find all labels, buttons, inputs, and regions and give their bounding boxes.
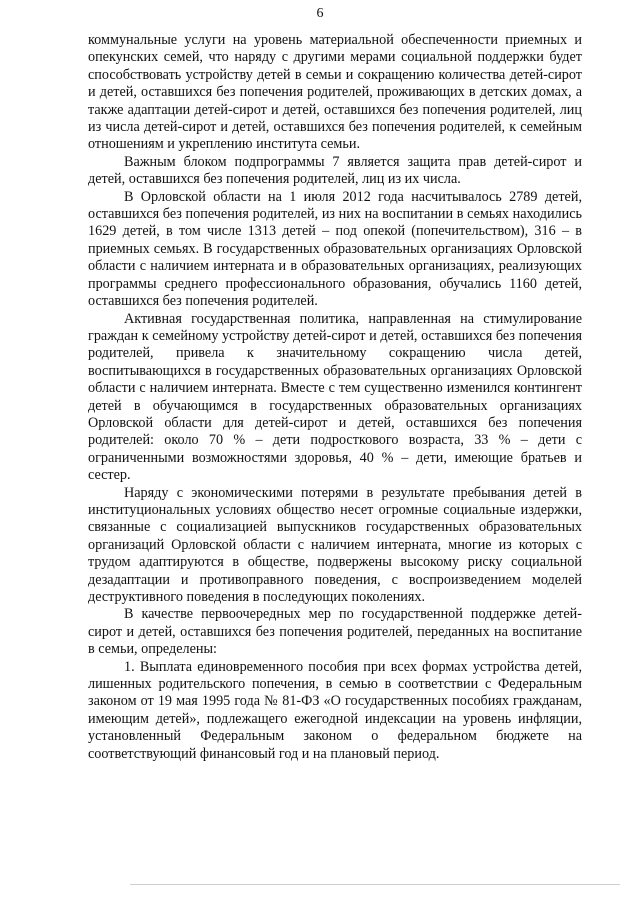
paragraph-statistics-2012: В Орловской области на 1 июля 2012 года насчитывалось 2789 детей, оставшихся без попечения родителей, из них на воспитании в семьях находились 1629 детей, в том числе 1313 детей – под опекой (попечительством), 316 – в приемных семьях. В государственных образовательных организациях Орловской области с наличием интерната и в образовательных организациях, реализующих программы среднего профессионального образования, обучались 1160 детей, оставшихся без попечения родителей. [88, 188, 582, 310]
list-item-1: 1. Выплата единовременного пособия при всех формах устройства детей, лишенных родительского попечения, в семью в соответствии с Федеральным законом от 19 мая 1995 года № 81-ФЗ «О государственных пособиях гражданам, имеющим детей», подлежащего ежегодной индексации на уровень инфляции, установленный Федеральным законом о федеральном бюджете на соответствующий финансовый год и на плановый период. [88, 658, 582, 762]
paragraph-social-costs: Наряду с экономическими потерями в результате пребывания детей в институциональных условиях общество несет огромные социальные издержки, связанные с социализацией выпускников государственных образовательных организаций Орловской области с наличием интерната, многие из которых с трудом адаптируются в обществе, подвержены высокому риску социальной дезадаптации и противоправного поведения, с воспроизведением моделей деструктивного поведения в последующих поколениях. [88, 484, 582, 605]
paragraph-state-policy: Активная государственная политика, направленная на стимулирование граждан к семейному устройству детей-сирот и детей, оставшихся без попечения родителей, привела к значительному сокращению числа детей, воспитывающихся в государственных образовательных организациях Орловской области с наличием интерната. Вместе с тем существенно изменился контингент детей в обучающимся в государственных образовательных организациях Орловской области для детей-сирот и детей, оставшихся без попечения родителей: около 70 % – дети подросткового возраста, 33 % – дети с ограниченными возможностями здоровья, 40 % – дети, имеющие братьев и сестер. [88, 310, 582, 484]
paragraph-continuation: коммунальные услуги на уровень материальной обеспеченности приемных и опекунских семей, что наряду с другими мерами социальной поддержки будет способствовать устройству детей в семьи и сокращению количества детей-сирот и детей, оставшихся без попечения родителей, проживающих в детских домах, а также адаптации детей-сирот и детей, оставшихся без попечения родителей, лиц из числа детей-сирот и детей, оставшихся без попечения родителей, к семейным отношениям и укреплению института семьи. [88, 32, 582, 153]
page-number: 6 [316, 6, 324, 21]
paragraph-priority-measures: В качестве первоочередных мер по государственной поддержке детей-сирот и детей, оставшихся без попечения родителей, переданных на воспитание в семьи, определены: [88, 606, 582, 658]
document-body [88, 32, 582, 763]
scan-edge-line [130, 884, 620, 885]
paragraph-subprogram-7: Важным блоком подпрограммы 7 является защита прав детей-сирот и детей, оставшихся без попечения родителей, лиц из их числа. [88, 153, 582, 188]
